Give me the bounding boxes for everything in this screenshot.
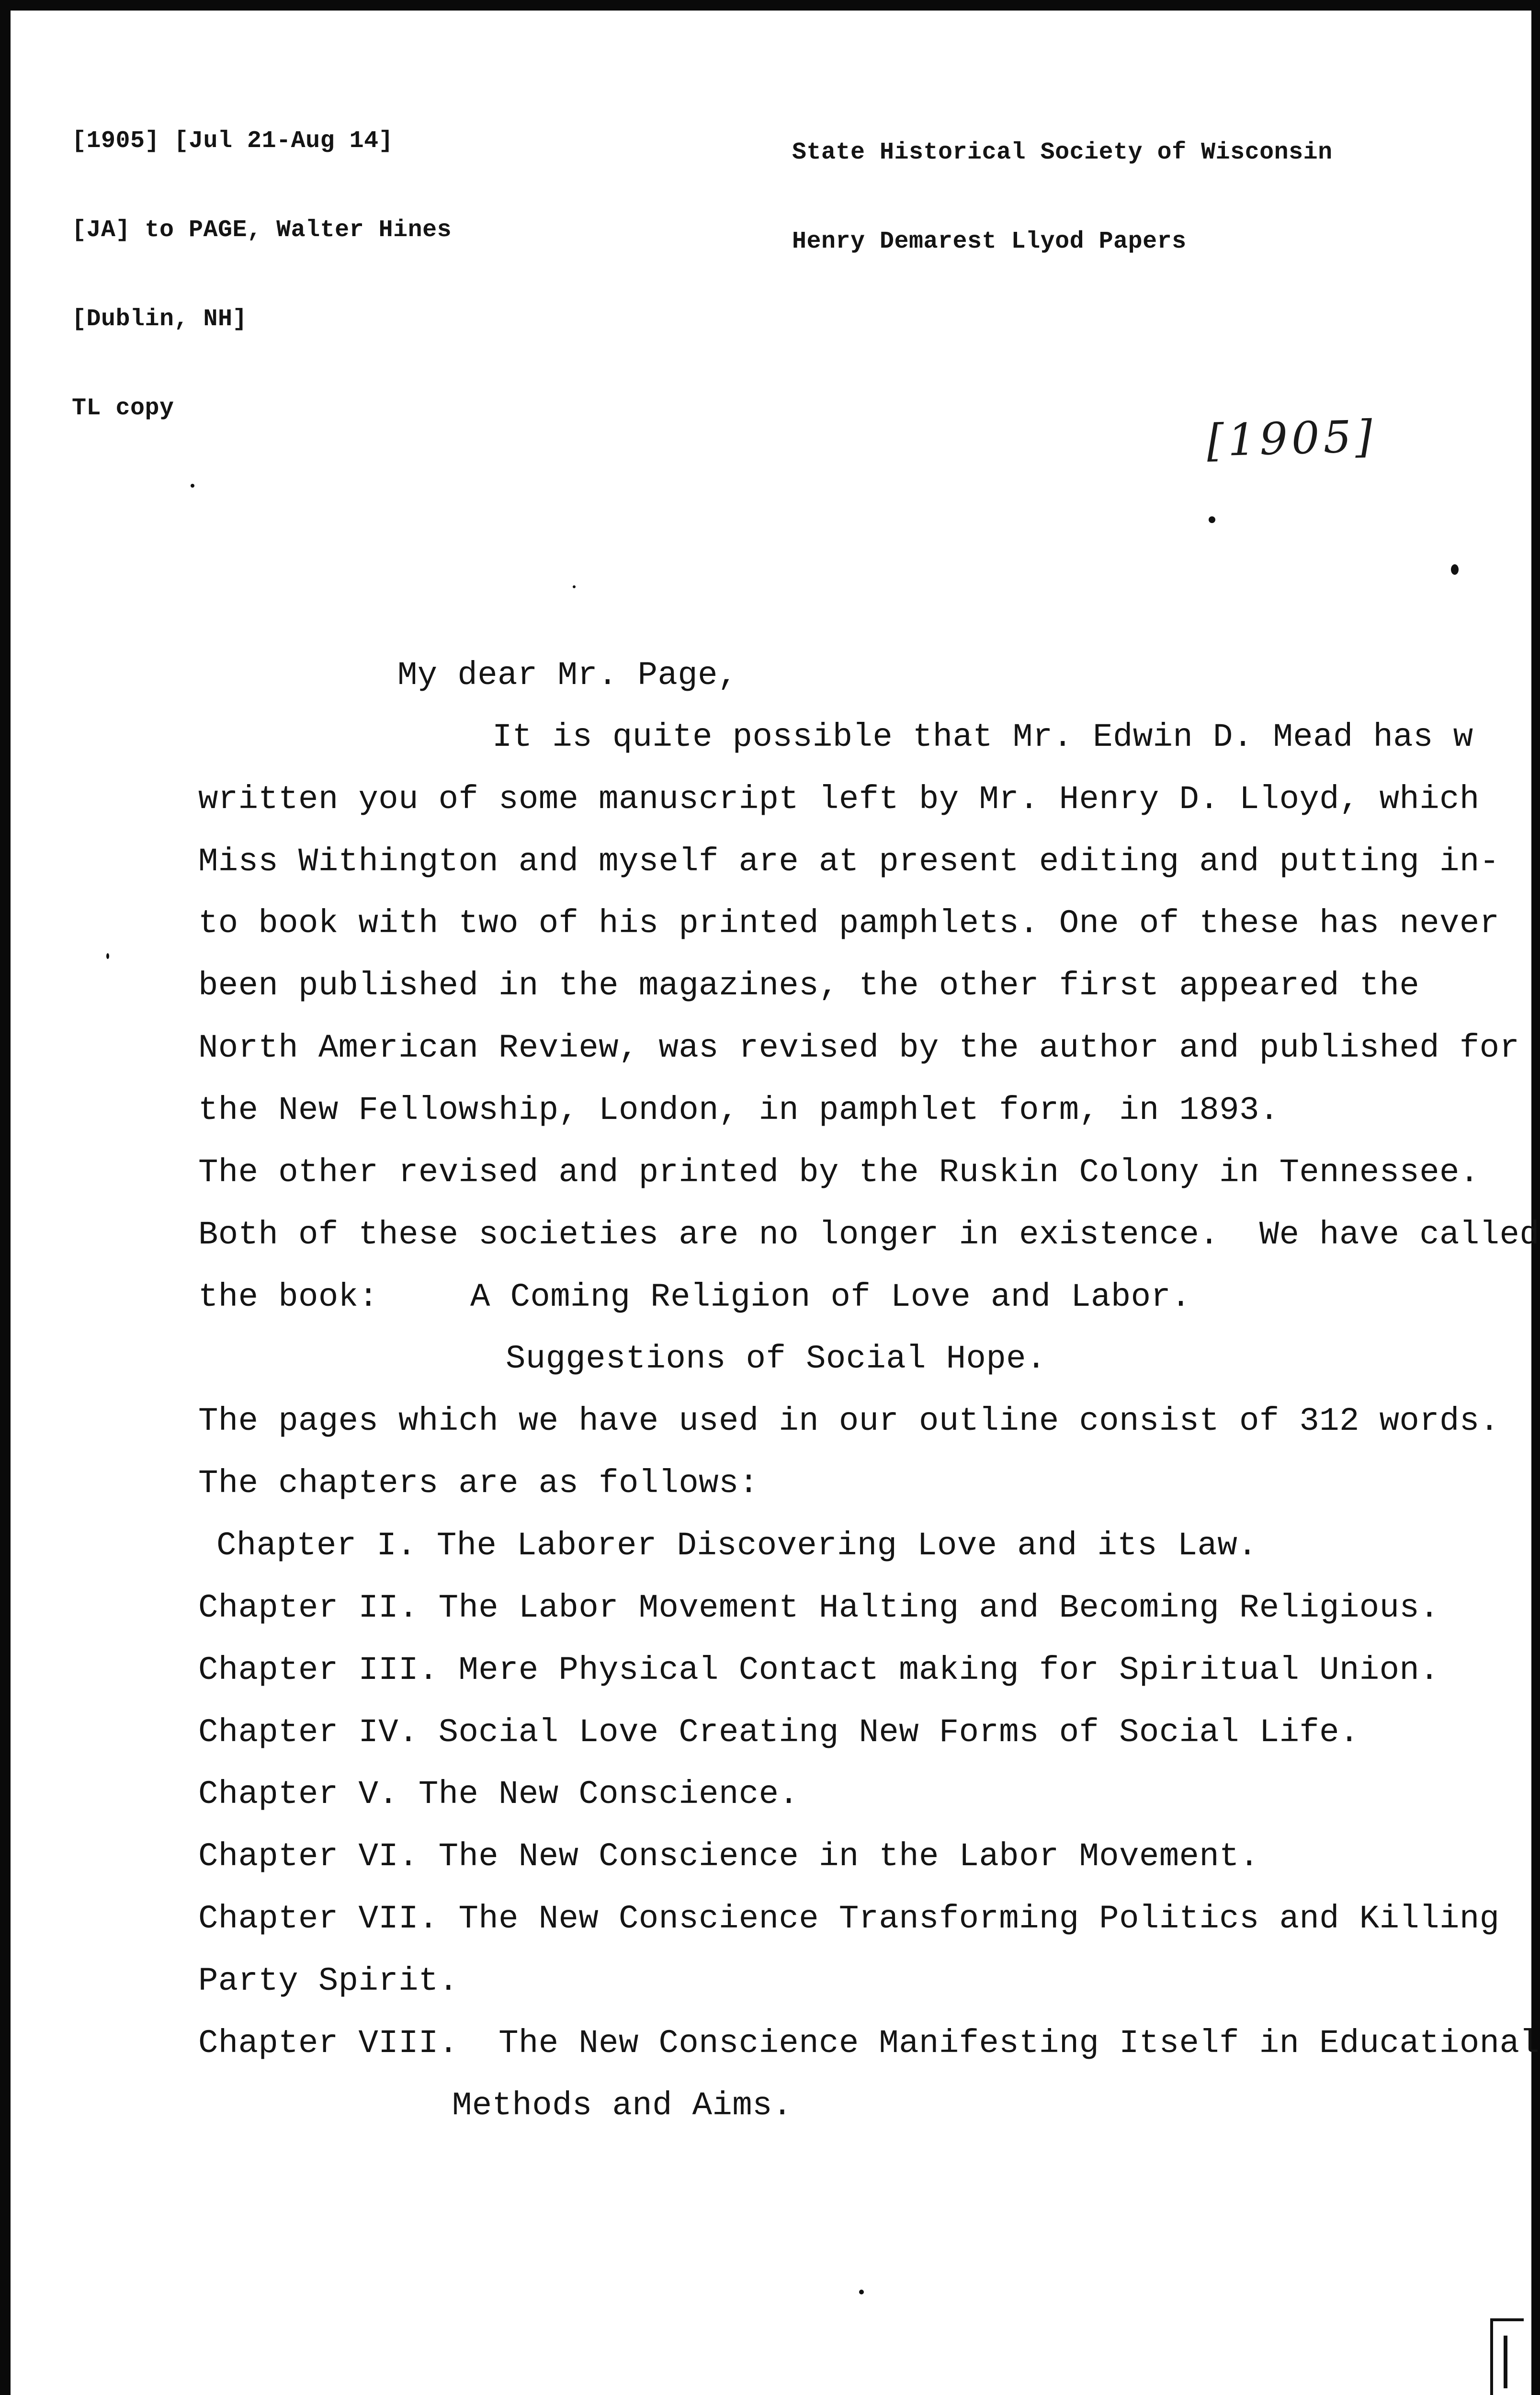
scan-speck [106,953,109,959]
letter-line: to book with two of his printed pamphlets. One of these has never [198,905,1500,942]
chapter-item: Chapter V. The New Conscience. [198,1776,799,1813]
header-right [792,79,1333,316]
header-location: [Dublin, NH] [72,306,248,333]
scan-speck [1209,516,1215,523]
chapter-item: Chapter VIII. The New Conscience Manifesting Itself in Educational [198,2025,1540,2062]
header-copy-type: TL copy [72,395,174,422]
chapter-item: Chapter II. The Labor Movement Halting and Becoming Religious. [198,1589,1440,1627]
letter-line: Both of these societies are no longer in existence. We have called [198,1216,1540,1254]
letter-line: been published in the magazines, the other first appeared the [198,967,1420,1004]
book-label: the book: [198,1278,379,1316]
chapter-item-continued: Party Spirit. [198,1962,459,2000]
letter-line: The pages which we have used in our outline consist of 312 words. [198,1403,1500,1440]
book-subtitle: Suggestions of Social Hope. [506,1340,1046,1378]
scan-border-left [0,0,11,2395]
letter-line: North American Review, was revised by the author and published for [198,1029,1520,1067]
chapter-item-continued: Methods and Aims. [452,2087,793,2124]
letter-line: the New Fellowship, London, in pamphlet form, in 1893. [198,1092,1280,1129]
header-date: [1905] [Jul 21-Aug 14] [72,127,394,155]
handwritten-date: [1905] [1206,411,1377,467]
scan-speck [1451,564,1459,575]
letter-line: written you of some manuscript left by Mr. Henry D. Lloyd, which [198,781,1480,818]
letter-line: Miss Withington and myself are at present editing and putting in- [198,843,1500,880]
header-recipient: [JA] to PAGE, Walter Hines [72,217,452,244]
header-collection: Henry Demarest Llyod Papers [792,228,1187,255]
scan-border-top [0,0,1540,11]
chapter-item: Chapter I. The Laborer Discovering Love and its Law. [216,1527,1257,1564]
archive-stamp-fragment [1490,2318,1524,2395]
letter-line: It is quite possible that Mr. Edwin D. Mead has w [492,718,1473,756]
book-title: A Coming Religion of Love and Labor. [470,1278,1191,1316]
chapter-item: Chapter VII. The New Conscience Transforming Politics and Killing [198,1900,1500,1938]
header-left [72,67,452,483]
letter-line: The chapters are as follows: [198,1465,759,1502]
salutation: My dear Mr. Page, [397,657,738,694]
header-archive: State Historical Society of Wisconsin [792,139,1333,166]
chapter-item: Chapter III. Mere Physical Contact making for Spiritual Union. [198,1652,1440,1689]
chapter-item: Chapter IV. Social Love Creating New Forms of Social Life. [198,1714,1359,1751]
scan-speck [859,2290,864,2294]
scan-speck [191,484,194,488]
chapter-item: Chapter VI. The New Conscience in the Labor Movement. [198,1838,1259,1875]
scan-speck [573,585,576,588]
letter-line: The other revised and printed by the Ruskin Colony in Tennessee. [198,1154,1480,1191]
